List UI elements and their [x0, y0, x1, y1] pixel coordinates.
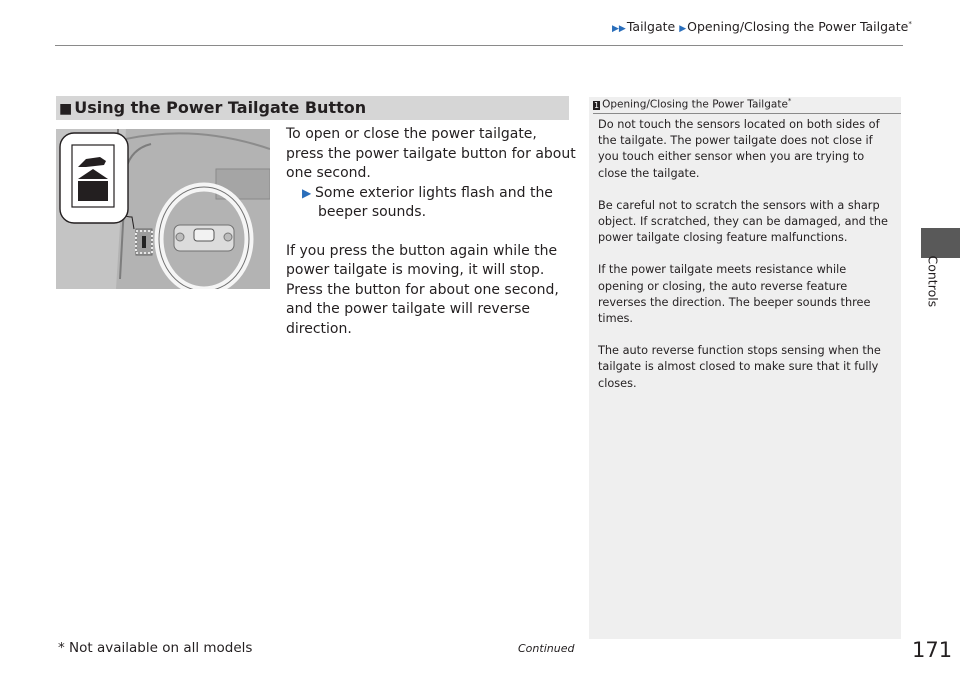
reference-number-icon: 1	[594, 100, 600, 110]
asterisk-mark: *	[908, 19, 912, 28]
header-divider	[55, 45, 903, 46]
stop-paragraph: If you press the button again while the power tailgate is moving, it will stop.	[286, 242, 558, 278]
side-note-paragraph: Be careful not to scratch the sensors with a sharp object. If scratched, they can be damaged, and the power tailgate closing feature malfunctions.	[598, 198, 888, 245]
side-note-title[interactable]: Opening/Closing the Power Tailgate	[602, 98, 788, 111]
side-note-paragraph: The auto reverse function stops sensing when the tailgate is almost closed to make sure that it fully closes.	[598, 344, 881, 390]
side-note-heading	[593, 97, 791, 111]
side-note-body	[598, 117, 894, 408]
result-note	[302, 184, 576, 223]
double-arrow-icon: ▶▶	[612, 24, 626, 34]
steering-wheel-illustration	[56, 129, 270, 289]
section-title: Using the Power Tailgate Button	[74, 98, 367, 117]
footnote: * Not available on all models	[58, 640, 253, 656]
chapter-tab-label: Controls	[925, 255, 941, 308]
breadcrumb	[612, 19, 912, 34]
chapter-tab-marker	[921, 228, 960, 258]
reverse-paragraph: Press the button for about one second, and the power tailgate will reverse direction.	[286, 281, 559, 337]
asterisk-mark: *	[787, 97, 792, 105]
instruction-paragraph: To open or close the power tailgate, press the power tailgate button for about one second.	[286, 126, 576, 181]
side-note-paragraph: If the power tailgate meets resistance while opening or closing, the auto reverse feature reverses the direction. The beeper sounds three times.	[598, 263, 871, 326]
square-bullet-icon: ■	[59, 101, 73, 117]
chapter-tab[interactable]	[921, 255, 947, 318]
result-note-text: Some exterior lights flash and the beeper sounds.	[315, 184, 553, 220]
section-heading	[59, 97, 366, 120]
side-note-paragraph: Do not touch the sensors located on both sides of the tailgate. The power tailgate does not close if you touch either sensor when you are trying to close the tailgate.	[598, 118, 880, 180]
breadcrumb-tailgate[interactable]: Tailgate	[626, 19, 676, 34]
continued-label: Continued	[518, 642, 575, 655]
breadcrumb-current[interactable]: Opening/Closing the Power Tailgate	[687, 19, 909, 34]
dashboard-illustration	[56, 129, 270, 289]
side-note-divider	[593, 113, 901, 114]
result-arrow-icon: ▶	[302, 185, 316, 200]
page-number: 171	[912, 638, 953, 662]
main-text	[286, 125, 576, 339]
arrow-icon: ▶	[679, 24, 687, 34]
